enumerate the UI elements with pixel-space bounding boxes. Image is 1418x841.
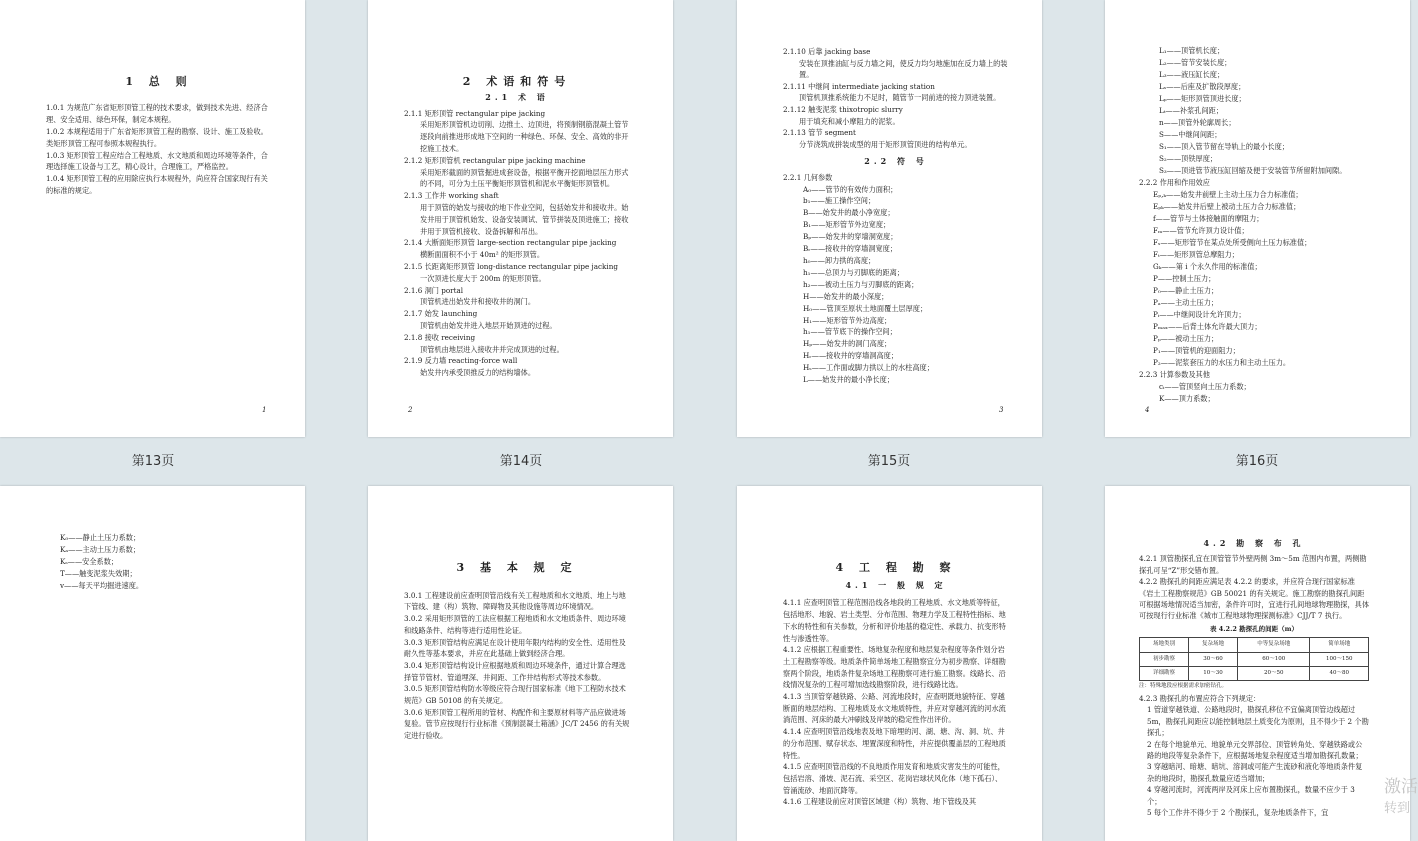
- paragraph: 1.0.4 矩形顶管工程的应用除应执行本规程外，尚应符合国家现行有关的标准的规定。: [46, 174, 268, 196]
- list-item: 5 每个工作井不得少于 2 个勘探孔，复杂地质条件下，宜: [1147, 807, 1329, 817]
- paragraph: 1.0.2 本规程适用于广东省矩形顶管工程的勘察、设计、施工及验收。类矩形顶管工程可参照本规程执行。: [46, 126, 268, 148]
- section-title: 4.2 勘 察 布 孔: [1203, 538, 1305, 548]
- table-header: 场地类别: [1140, 638, 1189, 652]
- symbol-item: Bᵣ——接收井的穿墙洞宽度；: [803, 244, 898, 254]
- paragraph: 4.2.3 勘探孔的布置应符合下列规定：: [1139, 693, 1261, 703]
- symbol-item: Fₘ——管节允许顶力设计值；: [1153, 226, 1249, 235]
- document-page-17[interactable]: [0, 486, 305, 841]
- paragraph: 3.0.1 工程建设前应查明顶管沿线有关工程地质和水文地质、地上与地下管线、建（构）筑物、障碍物及其他设施等周边环境情况。: [404, 590, 626, 612]
- term-heading: 2.1.10 后靠 jacking base: [783, 47, 871, 56]
- term-heading: 2.1.4 大断面矩形顶管 large-section rectangular pipe jacking: [404, 238, 617, 248]
- page-label-15[interactable]: 第15页: [867, 454, 911, 469]
- term-heading: 2.1.8 接收 receiving: [404, 332, 476, 342]
- term-heading: 2.1.7 始发 launching: [404, 309, 478, 319]
- term-definition: 顶管机顶推系统能力不足时，随管节一同前进的接力顶进装置。: [799, 93, 1001, 103]
- symbol-item: P₁——顶管机的迎面阻力；: [1153, 346, 1240, 355]
- symbol-item: K——顶力系数；: [1159, 394, 1215, 403]
- symbol-item: b₁——施工操作空间；: [803, 196, 876, 206]
- symbol-item: Pₚ——被动土压力；: [1153, 334, 1219, 343]
- term-heading: 2.1.1 矩形顶管 rectangular pipe jacking: [404, 108, 546, 118]
- term-heading: 2.1.6 洞门 portal: [404, 285, 464, 295]
- chapter-title: 4 工 程 勘 察: [835, 561, 957, 574]
- table-cell: 60～100: [1238, 652, 1310, 666]
- watermark-line-2: 转到: [1384, 801, 1411, 816]
- chapter-title: 1 总 则: [125, 75, 193, 88]
- document-page-13[interactable]: [0, 0, 305, 437]
- paragraph: 4.1.4 应查明顶管沿线地表及地下暗埋的河、湖、塘、沟、洞、坑、井的分布范围、赋存状态、埋置深度和特性，并应提供覆盖层的工程地质特性。: [783, 727, 1006, 760]
- symbol-item: Kₐ——主动土压力系数；: [60, 545, 141, 554]
- spacing-table: [1139, 637, 1369, 681]
- symbol-item: Hₚ——始发井的洞门高度；: [803, 339, 892, 349]
- page-number: 4: [1145, 406, 1150, 414]
- page-number: 2: [408, 406, 413, 414]
- symbol-item: f——管节与土体接触面的摩阻力；: [1153, 214, 1264, 223]
- table-caption: 表 4.2.2 勘探孔的间距（m）: [1210, 624, 1298, 633]
- symbol-item: Hₛ——工作面或脚力拱以上的水柱高度；: [803, 363, 934, 373]
- paragraph: 1.0.3 矩形顶管工程应结合工程地质、水文地质和周边环境等条件，合理选择施工设备与工艺，精心设计，合理施工，严格监控。: [46, 150, 268, 172]
- symbol-item: B₁——矩形管节外边宽度；: [803, 220, 891, 230]
- term-definition: 一次顶进长度大于 200m 的矩形顶管。: [420, 273, 546, 283]
- document-page-14[interactable]: [368, 0, 673, 437]
- symbol-item: A₀——管节的有效传力面积；: [803, 184, 898, 194]
- symbol-item: P₂——泥浆套压力的水压力和主动土压力。: [1153, 358, 1291, 367]
- term-definition: 安装在顶推油缸与反力墙之间，使反力均匀地施加在反力墙上的装置。: [799, 58, 1008, 80]
- table-row: [1140, 667, 1369, 681]
- table-cell: 20～50: [1238, 667, 1310, 681]
- list-item: 1 管道穿越铁道、公路地段时，勘探孔移位不宜偏离顶管边线超过 5m，勘探孔间距应以能控制地层土质变化为原则，且不得少于 2 个勘探孔；: [1147, 705, 1369, 738]
- term-heading: 2.1.11 中继间 intermediate jacking station: [783, 81, 935, 91]
- term-definition: 横断面面积不小于 40m² 的矩形顶管。: [420, 250, 545, 260]
- term-definition: 分节浇筑成拼装成型的用于矩形顶管顶进的结构单元。: [799, 139, 972, 149]
- symbol-item: P——控制土压力；: [1153, 274, 1216, 283]
- symbol-item: S——中继间间距；: [1159, 130, 1222, 139]
- symbol-item: Gₖ——第 i 个永久作用的标准值；: [1153, 262, 1262, 271]
- watermark-line-1: 激活: [1384, 777, 1418, 797]
- symbol-item: H₁——矩形管节外边高度；: [803, 315, 892, 325]
- table-header-row: [1140, 638, 1369, 652]
- term-heading: 2.1.2 矩形顶管机 rectangular pipe jacking machine: [404, 155, 586, 165]
- term-definition: 顶管机由始发井进入地层开始顶进的过程。: [420, 320, 557, 330]
- symbol-item: Hᵣ——接收井的穿墙洞高度；: [803, 351, 899, 361]
- document-page-15[interactable]: [737, 0, 1042, 437]
- symbol-item: H₀——管顶至原状土地面覆土层厚度；: [803, 303, 928, 313]
- table-cell: 40～80: [1310, 667, 1369, 681]
- paragraph: 3.0.5 矩形顶管结构防水等级应符合现行国家标准《地下工程防水技术规范》GB 50108 的有关规定。: [404, 684, 626, 706]
- symbol-item: L₁——顶管机长度；: [1159, 46, 1225, 55]
- document-page-19[interactable]: [737, 486, 1042, 841]
- term-definition: 用于填充和减小摩阻力的泥浆。: [799, 116, 900, 126]
- term-heading: 2.1.5 长距离矩形顶管 long-distance rectangular pipe jacking: [404, 261, 618, 271]
- page-label-14[interactable]: 第14页: [499, 454, 543, 469]
- paragraph: 4.2.2 勘探孔的间距应满足表 4.2.2 的要求，并应符合现行国家标准《岩土工程勘察规范》GB 50021 的有关规定。施工勘察的勘探孔间距可根据场地情况适当加密，条件许可时，宜进行孔间地球物理勘探，具体可按现行行业标准《城市工程地球物理探测标准》CJJ/T 7 执行。: [1139, 577, 1370, 621]
- symbol-item: P₀——静止土压力；: [1153, 286, 1219, 295]
- symbol-item: Lₚ——矩形顶管顶进长度；: [1159, 94, 1246, 103]
- symbol-item: h₂——被动土压力与刃脚底的距离；: [803, 279, 919, 289]
- document-page-16[interactable]: [1105, 0, 1410, 437]
- paragraph: 3.0.4 矩形顶管结构设计应根据地质和周边环境条件，通过计算合理选择管节管材、管道埋深、井间距、工作井结构形式等技术参数。: [404, 660, 626, 682]
- paragraph: 4.1.1 应查明顶管工程范围沿线各地段的工程地质、水文地质等特征，包括地形、地貌、岩土类型、分布范围、物理力学及工程特性指标、地下水的特性和有关参数，分析和评价地基的稳定性、承载力、抗变形特性与渗透性等。: [783, 598, 1006, 643]
- symbol-item: T——触变泥浆失效期；: [60, 569, 137, 578]
- activation-watermark: [1384, 772, 1418, 816]
- subsection-title: 2.2.2 作用和作用效应: [1139, 178, 1210, 187]
- paragraph: 4.1.5 应查明顶管沿线的不良地质作用发育和地质灾害发生的可能性，包括岩溶、滑坡、泥石流、采空区、花岗岩球状风化体（地下孤石）、管涌流砂、地面沉降等。: [783, 762, 1005, 795]
- symbol-item: B——始发井的最小净宽度；: [803, 208, 895, 218]
- document-page-20[interactable]: [1105, 486, 1418, 841]
- term-definition: 顶管机进出始发井和接收井的洞门。: [420, 297, 536, 307]
- symbol-item: Fₜ——矩形顶管总摩阻力；: [1153, 250, 1239, 259]
- symbol-item: K₀——静止土压力系数；: [60, 533, 141, 542]
- list-item: 3 穿越暗河、暗塘、暗坑、溶洞或可能产生流砂和液化等地质条件复杂的地段时，勘探孔数量应适当增加；: [1147, 762, 1363, 783]
- paragraph: 4.1.6 工程建设前应对顶管区域建（构）筑物、地下管线及其: [783, 797, 977, 807]
- symbol-item: S₁——顶入管节留在导轨上的最小长度；: [1159, 142, 1289, 151]
- section-title: 4.1 一 般 规 定: [845, 579, 947, 590]
- symbol-item: Lₛ——后座及扩散段厚度；: [1159, 82, 1246, 91]
- chapter-title: 2 术语和符号: [462, 75, 572, 88]
- table-cell: 10～30: [1189, 667, 1238, 681]
- document-page-18[interactable]: [368, 486, 673, 841]
- symbol-item: Fₛ——矩形管节在某点处所受侧向土压力标准值；: [1153, 238, 1312, 247]
- subsection-title: 2.2.1 几何参数: [783, 172, 833, 182]
- paragraph: 4.1.3 当顶管穿越铁路、公路、河流地段时，应查明既地貌特征、穿越断面的地层结构、工程地质及水文地质特性，并应对穿越河流的河水流淌范围、河床的最大冲刷线及岸坡的稳定性作出评价。: [783, 692, 1006, 725]
- table-cell: 100～150: [1310, 652, 1369, 666]
- page-label-16[interactable]: 第16页: [1235, 454, 1279, 469]
- symbol-item: L₃——液压缸长度；: [1159, 70, 1225, 79]
- table-cell: 初步勘察: [1140, 652, 1189, 666]
- paragraph: 3.0.2 采用矩形顶管的工法应根据工程地质和水文地质条件、周边环境和线路条件、结构等进行适用性论证。: [404, 614, 626, 635]
- symbol-item: Eₚₖ——始发井后壁上被动土压力合力标准值；: [1153, 202, 1301, 211]
- symbol-item: h₀——卸力拱的高度；: [803, 255, 876, 265]
- section-title: 2.2 符 号: [864, 156, 928, 167]
- subsection-title: 2.2.3 计算参数及其他: [1139, 370, 1210, 379]
- symbol-item: H——始发井的最小深度；: [803, 291, 889, 301]
- term-definition: 用于顶管的始发与接收的地下作业空间，包括始发井和接收井。始发井用于顶管机始发、设备安装调试、管节拼装及顶进施工；接收井用于顶管机接收、设备拆解和吊出。: [420, 202, 629, 236]
- symbol-item: Pᵢ——中继间设计允许顶力；: [1153, 310, 1246, 319]
- symbol-item: Bₚ——始发井的穿墙洞宽度；: [803, 232, 898, 242]
- symbol-item: Kₛ——安全系数；: [60, 557, 119, 566]
- symbol-item: n——顶管外轮廓周长；: [1159, 118, 1236, 127]
- table-header: 中等复杂场地: [1238, 638, 1310, 652]
- symbol-item: Eₚ,ₖ——始发井前壁上主动土压力合力标准值；: [1153, 190, 1303, 199]
- symbol-item: Lₜ——补浆孔间距；: [1159, 106, 1224, 115]
- symbol-item: h₁——管节底下的操作空间；: [803, 327, 897, 337]
- paragraph: 4.1.2 应根据工程重要性、场地复杂程度和地层复杂程度等条件划分岩土工程勘察等级。地质条件简单场地工程勘察宜分为初步勘察、详细勘察两个阶段，地质条件复杂场地工程勘察可进行施工勘察。线路长、沿线情况复杂的工程可增加选线勘察阶段，进行线路比选。: [783, 645, 1006, 690]
- paragraph: 4.2.1 顶管勘探孔宜在顶管管节外壁两侧 3m～5m 范围内布置，两侧勘探孔可呈“Z”形交错布置。: [1139, 554, 1367, 575]
- paragraph: 3.0.3 矩形顶管结构应满足在设计使用年限内结构的安全性、适用性及耐久性等基本要求，并应在此基础上做到经济合理。: [404, 637, 626, 659]
- page-label-13[interactable]: 第13页: [131, 454, 175, 469]
- symbol-item: Pₐ——主动土压力；: [1153, 298, 1219, 307]
- chapter-title: 3 基 本 规 定: [456, 561, 578, 574]
- paragraph: 3.0.6 矩形顶管工程所用的管材、构配件和主要原材料等产品应做进场复验。管节应按现行行业标准《预制混凝土箱涵》JC/T 2456 的有关规定进行验收。: [404, 707, 630, 741]
- table-cell: 详细勘察: [1140, 667, 1189, 681]
- table-note: 注：特殊地段应根据需求加密钻孔。: [1139, 683, 1228, 690]
- term-heading: 2.1.12 触变泥浆 thixotropic slurry: [783, 104, 903, 114]
- symbol-item: S₂——顶铁厚度；: [1159, 154, 1218, 163]
- table-header: 复杂场地: [1189, 638, 1238, 652]
- term-heading: 2.1.9 反力墙 reacting-force wall: [404, 356, 518, 366]
- term-heading: 2.1.13 管节 segment: [783, 128, 856, 138]
- page-number: 1: [262, 406, 267, 414]
- table-header: 简单场地: [1310, 638, 1369, 652]
- symbol-item: h₁——总顶力与刃脚底的距离；: [803, 267, 904, 277]
- section-title: 2.1 术 语: [485, 91, 549, 102]
- term-heading: 2.1.3 工作井 working shaft: [404, 191, 499, 201]
- symbol-item: cᵢ——管顶竖向土压力系数；: [1159, 382, 1251, 391]
- term-definition: 顶管机由地层进入接收井并完成顶进的过程。: [420, 344, 564, 354]
- table-row: [1140, 652, 1369, 666]
- symbol-item: Pₘₐₓ——后背土体允许最大顶力；: [1153, 322, 1262, 331]
- term-definition: 始发井内承受顶推反力的结构墙体。: [420, 368, 536, 378]
- term-definition: 采用矩形顶管机边切削、边推土、边顶进，将预制钢筋混凝土管节逐段向前推进形成地下空间的一种绿色、环保、安全、高效的非开挖施工技术。: [420, 120, 629, 153]
- symbol-item: v——每天平均掘进速度。: [60, 581, 144, 590]
- paragraph: 1.0.1 为规范广东省矩形顶管工程的技术要求，做到技术先进、经济合理、安全适用、绿色环保，制定本规程。: [46, 102, 268, 124]
- table-cell: 30～60: [1189, 652, 1238, 666]
- symbol-item: S₃——顶进管节液压缸回缩及便于安装管节所留附加间隙。: [1159, 166, 1347, 175]
- symbol-item: L——始发井的最小净长度；: [803, 375, 895, 385]
- page-number: 3: [999, 406, 1004, 414]
- list-item: 2 在每个地貌单元、地貌单元交界部位、顶管转角处、穿越铁路或公路的地段等复杂条件下，应根据场地复杂程度适当增加勘探孔数量；: [1147, 739, 1363, 760]
- term-definition: 采用矩形截面的顶管掘进成套设备，根据平衡开挖面地层压力形式的不同，可分为土压平衡矩形顶管机和泥水平衡矩形顶管机。: [420, 167, 629, 189]
- symbol-item: L₂——管节安装长度；: [1159, 58, 1232, 67]
- list-item: 4 穿越河流时，河流两岸及河床上应布置勘探孔，数量不应少于 3 个；: [1147, 785, 1355, 806]
